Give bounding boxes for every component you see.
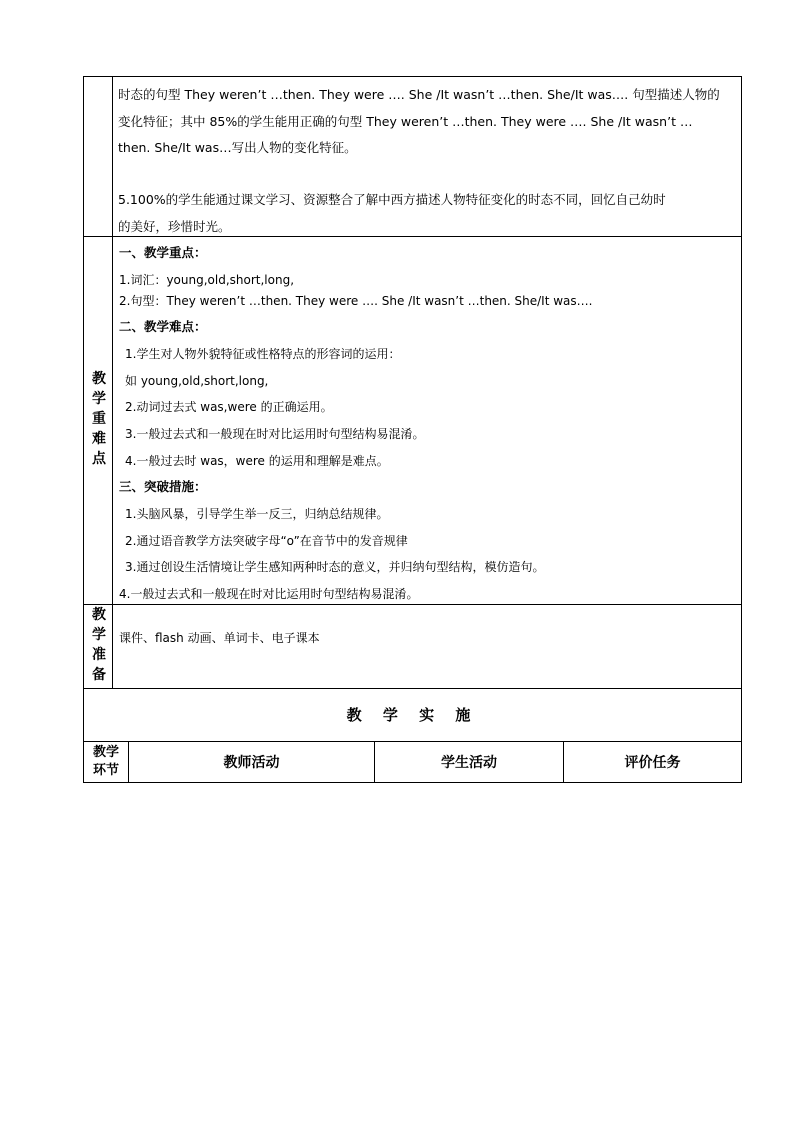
implementation-title-row	[83, 688, 742, 742]
key-points-row	[83, 236, 742, 605]
header-student-cell	[375, 741, 564, 782]
preparation-row	[83, 604, 742, 689]
key-points-label-char-1: 教	[92, 371, 106, 387]
preparation-label-char-3: 准	[92, 647, 106, 663]
measure-3: 3.通过创设生活情境让学生感知两种时态的意义，并归纳句型结构，模仿造句。	[125, 560, 545, 574]
difficult-point-1: 1.学生对人物外貌特征或性格特点的形容词的运用：	[125, 347, 401, 361]
key-points-label-char-2: 学	[92, 391, 106, 407]
objectives-line-2: 变化特征；其中 85%的学生能用正确的句型 They weren’t …then. They were …. She /It wasn’t …	[118, 114, 693, 129]
objectives-line-3: then. She/It was…写出人物的变化特征。	[118, 140, 357, 155]
objectives-label-cell	[84, 77, 113, 236]
measure-4: 4.一般过去式和一般现在时对比运用时句型结构易混淆。	[119, 587, 419, 601]
preparation-label-char-2: 学	[92, 627, 106, 643]
difficult-point-2: 2.动词过去式 was,were 的正确运用。	[125, 400, 333, 414]
difficult-point-1-example: 如 young,old,short,long,	[125, 374, 269, 388]
key-points-title: 一、教学重点：	[119, 245, 207, 260]
header-student-label: 学生活动	[441, 754, 497, 771]
objectives-row	[83, 76, 742, 237]
objectives-content-cell	[118, 77, 736, 236]
preparation-content-cell	[119, 604, 737, 688]
header-row	[83, 741, 742, 783]
header-evaluation-label: 评价任务	[624, 754, 681, 771]
header-stage-cell	[84, 741, 129, 782]
preparation-label-cell	[84, 604, 113, 688]
difficult-point-4: 4.一般过去时 was，were 的运用和理解是难点。	[125, 454, 389, 468]
key-points-label-char-5: 点	[92, 451, 106, 467]
key-points-item-2: 2.句型：They weren’t …then. They were …. She /It wasn’t …then. She/It was….	[119, 294, 593, 308]
key-points-item-1: 1.词汇：young,old,short,long,	[119, 273, 295, 287]
key-points-content-cell	[119, 236, 737, 604]
difficult-points-title: 二、教学难点：	[119, 319, 207, 334]
header-stage-line-2: 环节	[92, 762, 119, 778]
difficult-point-3: 3.一般过去式和一般现在时对比运用时句型结构易混淆。	[125, 427, 425, 441]
objectives-line-5: 的美好，珍惜时光。	[118, 219, 231, 234]
header-stage-line-1: 教学	[92, 744, 119, 760]
objectives-line-1: 时态的句型 They weren’t …then. They were …. She /It wasn’t …then. She/It was…. 句型描述人物的	[118, 87, 720, 102]
key-points-label-cell	[84, 236, 113, 604]
preparation-label-char-4: 备	[92, 667, 106, 683]
preparation-label-char-1: 教	[92, 607, 106, 623]
header-teacher-cell	[129, 741, 375, 782]
measures-title: 三、突破措施：	[119, 479, 207, 494]
measure-1: 1.头脑风暴，引导学生举一反三，归纳总结规律。	[125, 507, 389, 521]
preparation-content: 课件、flash 动画、单词卡、电子课本	[119, 631, 320, 645]
measure-2: 2.通过语音教学方法突破字母“o”在音节中的发音规律	[125, 534, 408, 548]
header-teacher-label: 教师活动	[223, 754, 280, 771]
implementation-title: 教 学 实 施	[346, 706, 479, 724]
objectives-line-4: 5.100%的学生能通过课文学习、资源整合了解中西方描述人物特征变化的时态不同，回忆自己幼时	[118, 192, 666, 207]
key-points-label-char-4: 难	[92, 431, 106, 447]
key-points-label-char-3: 重	[92, 411, 106, 427]
header-evaluation-cell	[564, 741, 741, 782]
